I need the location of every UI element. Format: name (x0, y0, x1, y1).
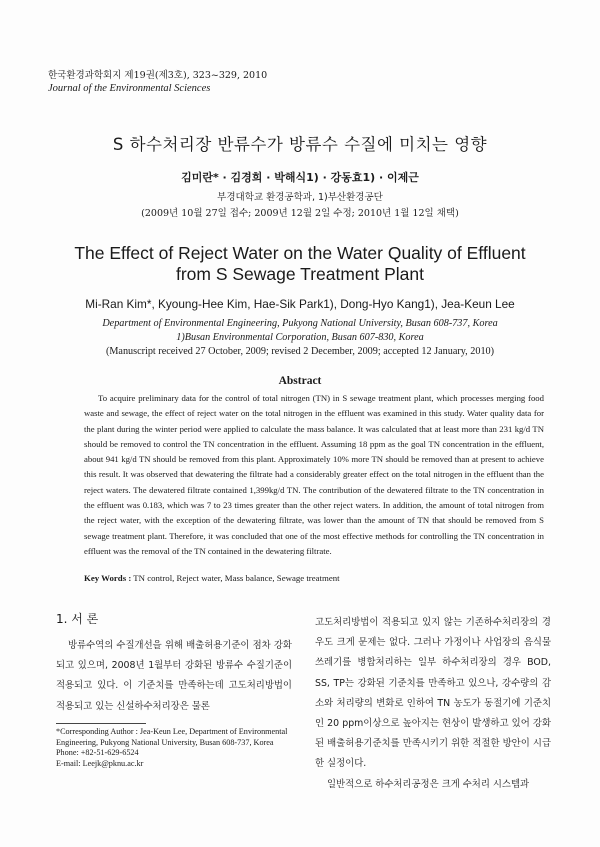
abstract-body: To acquire preliminary data for the control of total nitrogen (TN) in S sewage treatment plant, which processes merging food waste and sewage, the effect of reject water on the total nitrogen in the effluent was examined in this study. Water quality data for the plant during the winter period were applied to calculate the mass balance. It was calculated that at least more than 231 kg/d TN should be removed to control the TN concentration in the effluent. Assuming 18 ppm as the goal TN concentration in the effluent, about 941 kg/d TN should be removed from this plant. Approximately 10% more TN should be removed than at present to achieve this result. It was observed that dewatering the filtrate had a considerably greater effect on the total nitrogen in the effluent than the reject waters. The dewatered filtrate contained 1,399kg/d TN. The contribution of the dewatered filtrate to the TN concentration in the effluent was 0.183, which was 7 to 23 times greater than the other reject waters. In addition, the amount of total nitrogen from the reject water, with the exception of the dewatering filtrate, was lower than the amount of TN that should be removed from S sewage treatment plant. Therefore, it was concluded that one of the most effective methods for controlling the TN concentration in effluent was the removal of the TN contained in the dewatering filtrate. (84, 393, 544, 556)
footnote (56, 727, 292, 769)
keywords (84, 573, 340, 583)
intro-right-paragraph-1: 고도처리방법이 적용되고 있지 않는 기존하수처리장의 경우도 크게 문제는 없다. 그러나 가정이나 사업장의 음식물쓰레기를 병합처리하는 일부 하수처리장의 경우 BOD, SS, TP는 강화된 기준치를 만족하고 있으나, 강수량의 감소와 처리량의 변화로 인하여 TN 농도가 동절기에 기준치인 20 ppm이상으로 높아지는 현상이 발생하고 있어 강화된 배출허용기준치를 만족시키기 위한 적절한 방안이 시급한 실정이다. (315, 617, 551, 770)
abstract-heading: Abstract (278, 375, 322, 387)
korean-title: S 하수처리장 반류수가 방류수 수질에 미치는 영향 (112, 135, 488, 154)
english-title-line2: from S Sewage Treatment Plant (175, 264, 425, 284)
keywords-label: Key Words : (84, 573, 132, 583)
journal-name: Journal of the Environmental Sciences (48, 83, 211, 94)
intro-right-paragraph-2: 일반적으로 하수처리공정은 크게 수처리 시스템과 (327, 778, 530, 790)
korean-authors: 김미란* · 김경희 · 박해식1) · 강동효1) · 이제근 (181, 171, 419, 184)
section-heading: 1. 서 론 (56, 612, 99, 626)
english-authors: Mi-Ran Kim*, Kyoung-Hee Kim, Hae-Sik Park1), Dong-Hyo Kang1), Jea-Keun Lee (85, 297, 515, 311)
english-title-line1: The Effect of Reject Water on the Water Quality of Effluent (74, 243, 526, 263)
journal-citation: 한국환경과학회지 제19권(제3호), 323~329, 2010 (48, 70, 268, 81)
english-affiliation-2: 1)Busan Environmental Corporation, Busan 607-830, Korea (176, 332, 424, 343)
korean-affiliation: 부경대학교 환경공학과, 1)부산환경공단 (217, 192, 383, 203)
footnote-divider (56, 723, 146, 724)
korean-dates: (2009년 10월 27일 접수; 2009년 12월 2일 수정; 2010년 1월 12일 채택) (141, 208, 459, 219)
english-title (0, 243, 600, 285)
keywords-text: TN control, Reject water, Mass balance, Sewage treatment (131, 573, 340, 583)
intro-right-column (315, 613, 551, 795)
author-email: E-mail: Leejk@pknu.ac.kr (56, 758, 144, 768)
corresponding-author: *Corresponding Author : Jea-Keun Lee, Department of Environmental Engineering, Pukyong National University, Busan 608-737, Korea (56, 727, 288, 747)
english-affiliation-1: Department of Environmental Engineering, Pukyong National University, Busan 608-737, Korea (102, 318, 498, 329)
intro-left-column: 방류수역의 수질개선을 위해 배출허용기준이 점차 강화되고 있으며, 2008년 1월부터 강화된 방류수 수질기준이 적용되고 있다. 이 기준치를 만족하는데 고도처리방법이 적용되고 있는 신설하수처리장은 물론 (56, 640, 292, 712)
english-dates: (Manuscript received 27 October, 2009; revised 2 December, 2009; accepted 12 January, 2010) (105, 346, 495, 357)
author-phone: Phone: +82-51-629-6524 (56, 748, 139, 758)
